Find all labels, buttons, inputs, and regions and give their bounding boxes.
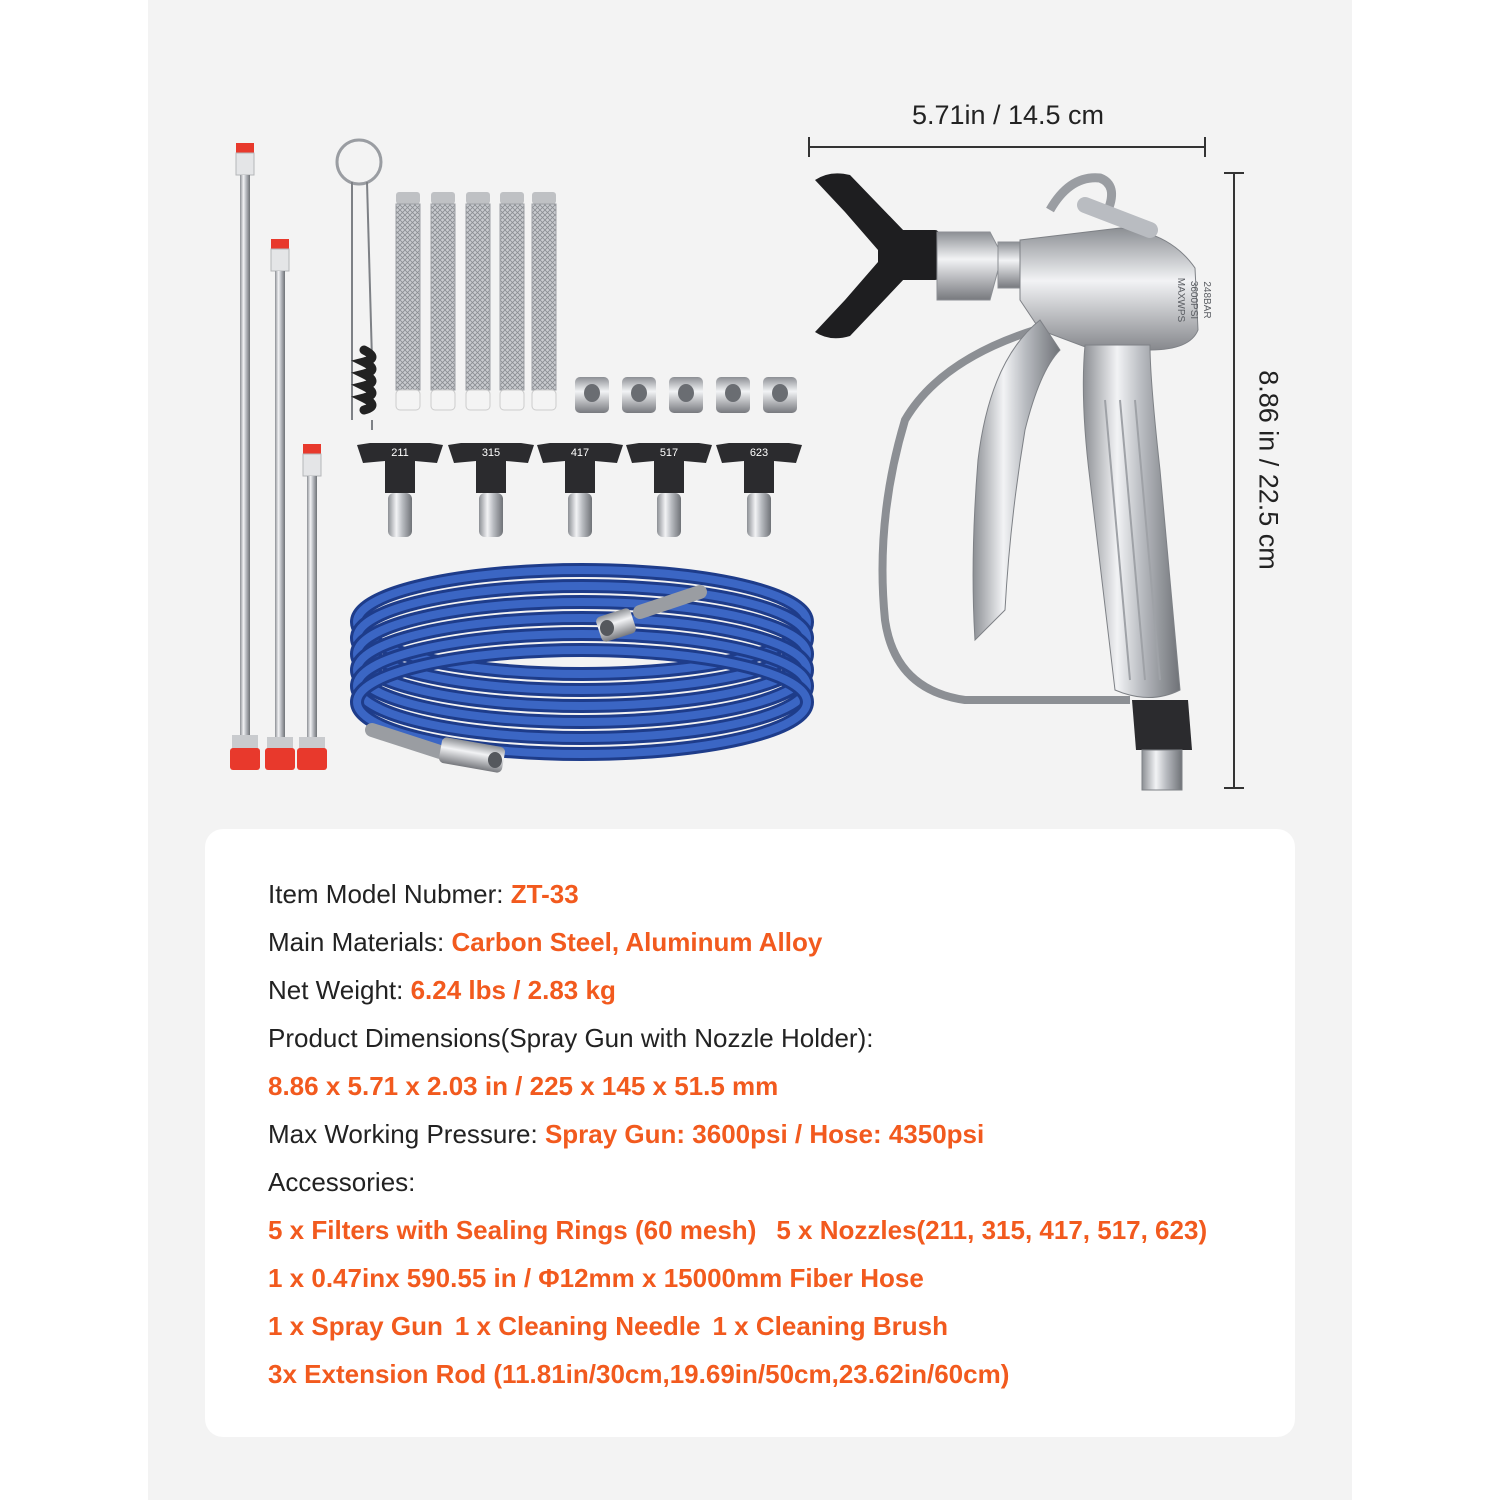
height-dimension-label: 8.86 in / 22.5 cm — [1253, 370, 1284, 570]
spec-dimensions-label — [268, 1018, 1278, 1066]
extension-rods — [230, 143, 327, 770]
spec-label: Main Materials: — [268, 927, 452, 957]
spec-value: Carbon Steel, Aluminum Alloy — [451, 927, 823, 957]
spec-accessories-label — [268, 1162, 1278, 1210]
gun-engraving: 3600PSI — [1188, 280, 1199, 320]
spec-dimensions-value — [268, 1066, 1278, 1114]
spec-label: Net Weight: — [268, 975, 411, 1005]
gun-engraving: MAXWPS — [1175, 277, 1186, 323]
accessory-filters: 5 x Filters with Sealing Rings (60 mesh) — [268, 1215, 757, 1245]
filter — [396, 192, 420, 410]
spec-value: ZT-33 — [510, 879, 579, 909]
accessories-hose — [268, 1258, 1278, 1306]
filter — [500, 192, 524, 410]
sealing-ring — [763, 377, 797, 413]
sealing-ring — [716, 377, 750, 413]
nozzle-label: 417 — [570, 447, 590, 459]
filter — [431, 192, 455, 410]
spec-value: Spray Gun: 3600psi / Hose: 4350psi — [544, 1119, 985, 1149]
nozzles — [357, 443, 802, 537]
sealing-ring — [575, 377, 609, 413]
nozzle — [716, 443, 802, 537]
specs-list — [268, 874, 1278, 1402]
extension-rod-medium — [265, 239, 295, 770]
accessory-spray-gun: 1 x Spray Gun — [268, 1311, 443, 1341]
spec-label: Item Model Nubmer: — [268, 879, 511, 909]
accessory-cleaning-needle: 1 x Cleaning Needle — [454, 1311, 701, 1341]
filter — [532, 192, 556, 410]
accessories-filters-nozzles — [268, 1210, 1278, 1258]
sealing-ring — [622, 377, 656, 413]
extension-rod-short — [297, 444, 327, 770]
spec-weight — [268, 970, 1278, 1018]
accessory-hose: 1 x 0.47inx 590.55 in / Φ12mm x 15000mm Fiber Hose — [268, 1263, 924, 1293]
spec-label: Accessories: — [268, 1167, 416, 1197]
fiber-hose — [357, 570, 807, 773]
nozzle-label: 517 — [659, 447, 679, 459]
spray-gun — [815, 173, 1212, 790]
nozzle-label: 211 — [391, 447, 409, 459]
spec-value: 6.24 lbs / 2.83 kg — [410, 975, 616, 1005]
gun-engraving: 248BAR — [1201, 281, 1212, 319]
filters — [396, 192, 556, 410]
spec-value: 8.86 x 5.71 x 2.03 in / 225 x 145 x 51.5 mm — [268, 1071, 779, 1101]
spec-pressure — [268, 1114, 1278, 1162]
nozzle — [626, 443, 712, 537]
extension-rod-long — [230, 143, 260, 770]
sealing-rings — [575, 377, 797, 413]
accessories-rods — [268, 1354, 1278, 1402]
nozzle-label: 623 — [749, 447, 769, 459]
nozzle-label: 315 — [481, 447, 501, 459]
accessory-cleaning-brush: 1 x Cleaning Brush — [712, 1311, 948, 1341]
accessory-extension-rods: 3x Extension Rod (11.81in/30cm,19.69in/50cm,23.62in/60cm) — [268, 1359, 1010, 1389]
nozzle — [537, 443, 623, 537]
spec-label: Product Dimensions(Spray Gun with Nozzle Holder): — [268, 1023, 874, 1053]
accessories-gun-needle-brush — [268, 1306, 1278, 1354]
spec-label: Max Working Pressure: — [268, 1119, 545, 1149]
cleaning-brush — [337, 140, 381, 430]
accessory-nozzles: 5 x Nozzles(211, 315, 417, 517, 623) — [776, 1215, 1208, 1245]
nozzle — [448, 443, 534, 537]
spec-model — [268, 874, 1278, 922]
sealing-ring — [669, 377, 703, 413]
spec-materials — [268, 922, 1278, 970]
width-dimension-label: 5.71in / 14.5 cm — [911, 100, 1105, 130]
filter — [466, 192, 490, 410]
nozzle — [357, 443, 443, 537]
